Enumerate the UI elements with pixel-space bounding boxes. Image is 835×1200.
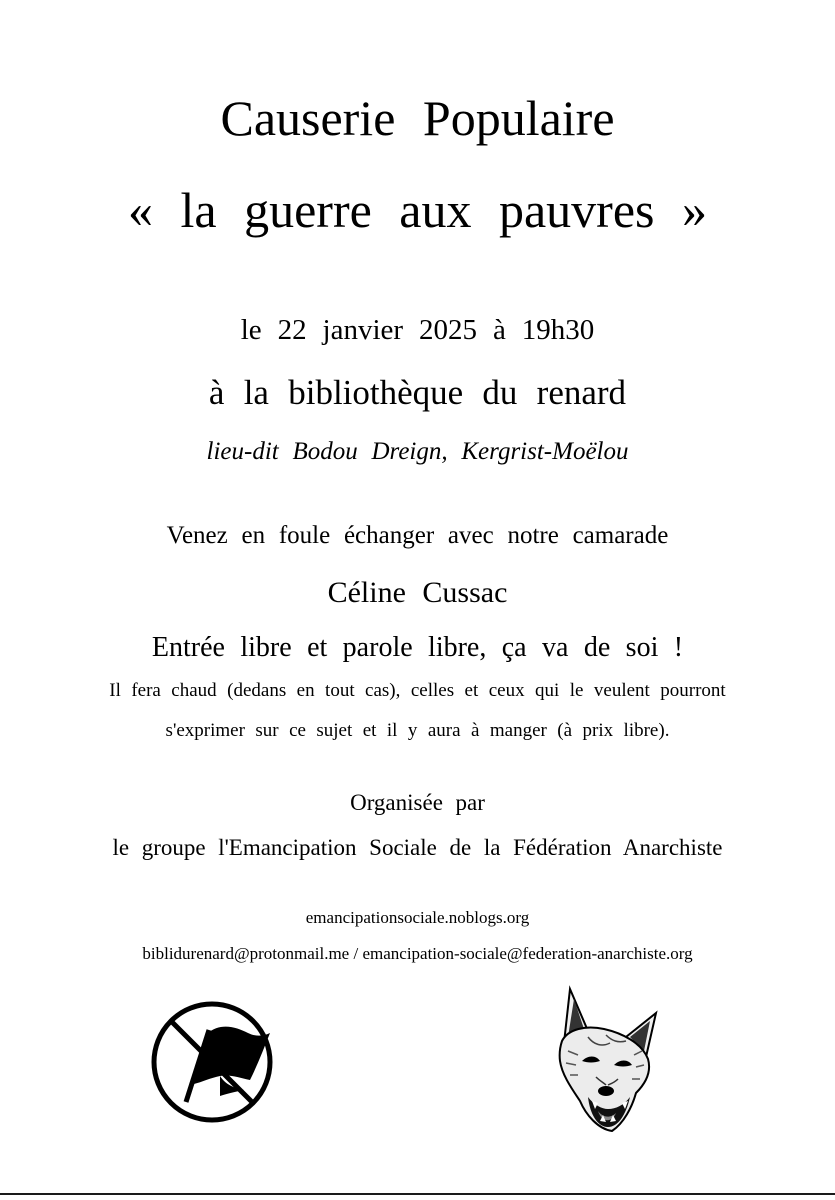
entry-notice: Entrée libre et parole libre, ça va de soi ! (151, 632, 684, 663)
bottom-border (0, 1193, 835, 1195)
contact-emails: biblidurenard@protonmail.me / emancipation-sociale@federation-anarchiste.org (142, 944, 693, 963)
speaker-name: Céline Cussac (327, 576, 508, 609)
website-address: emancipationsociale.noblogs.org (305, 908, 530, 927)
black-flag-circle-icon (150, 1000, 274, 1124)
invitation-text: Venez en foule échanger avec notre camarade (166, 522, 669, 549)
event-venue: à la bibliothèque du renard (208, 373, 627, 412)
poster-subtitle: « la guerre aux pauvres » (128, 182, 707, 238)
note-line-2: s'exprimer sur ce sujet et il y aura à manger (à prix libre). (165, 720, 670, 741)
note-line-1: Il fera chaud (dedans en tout cas), celles et ceux qui le veulent pourront (109, 680, 726, 701)
organized-by-label: Organisée par (350, 790, 485, 815)
organizer-name: le groupe l'Emancipation Sociale de la Fédération Anarchiste (112, 835, 723, 860)
fox-head-drawing (548, 985, 668, 1135)
poster-title: Causerie Populaire (220, 90, 615, 146)
event-date: le 22 janvier 2025 à 19h30 (240, 314, 595, 346)
event-address: lieu-dit Bodou Dreign, Kergrist-Moëlou (206, 438, 629, 465)
